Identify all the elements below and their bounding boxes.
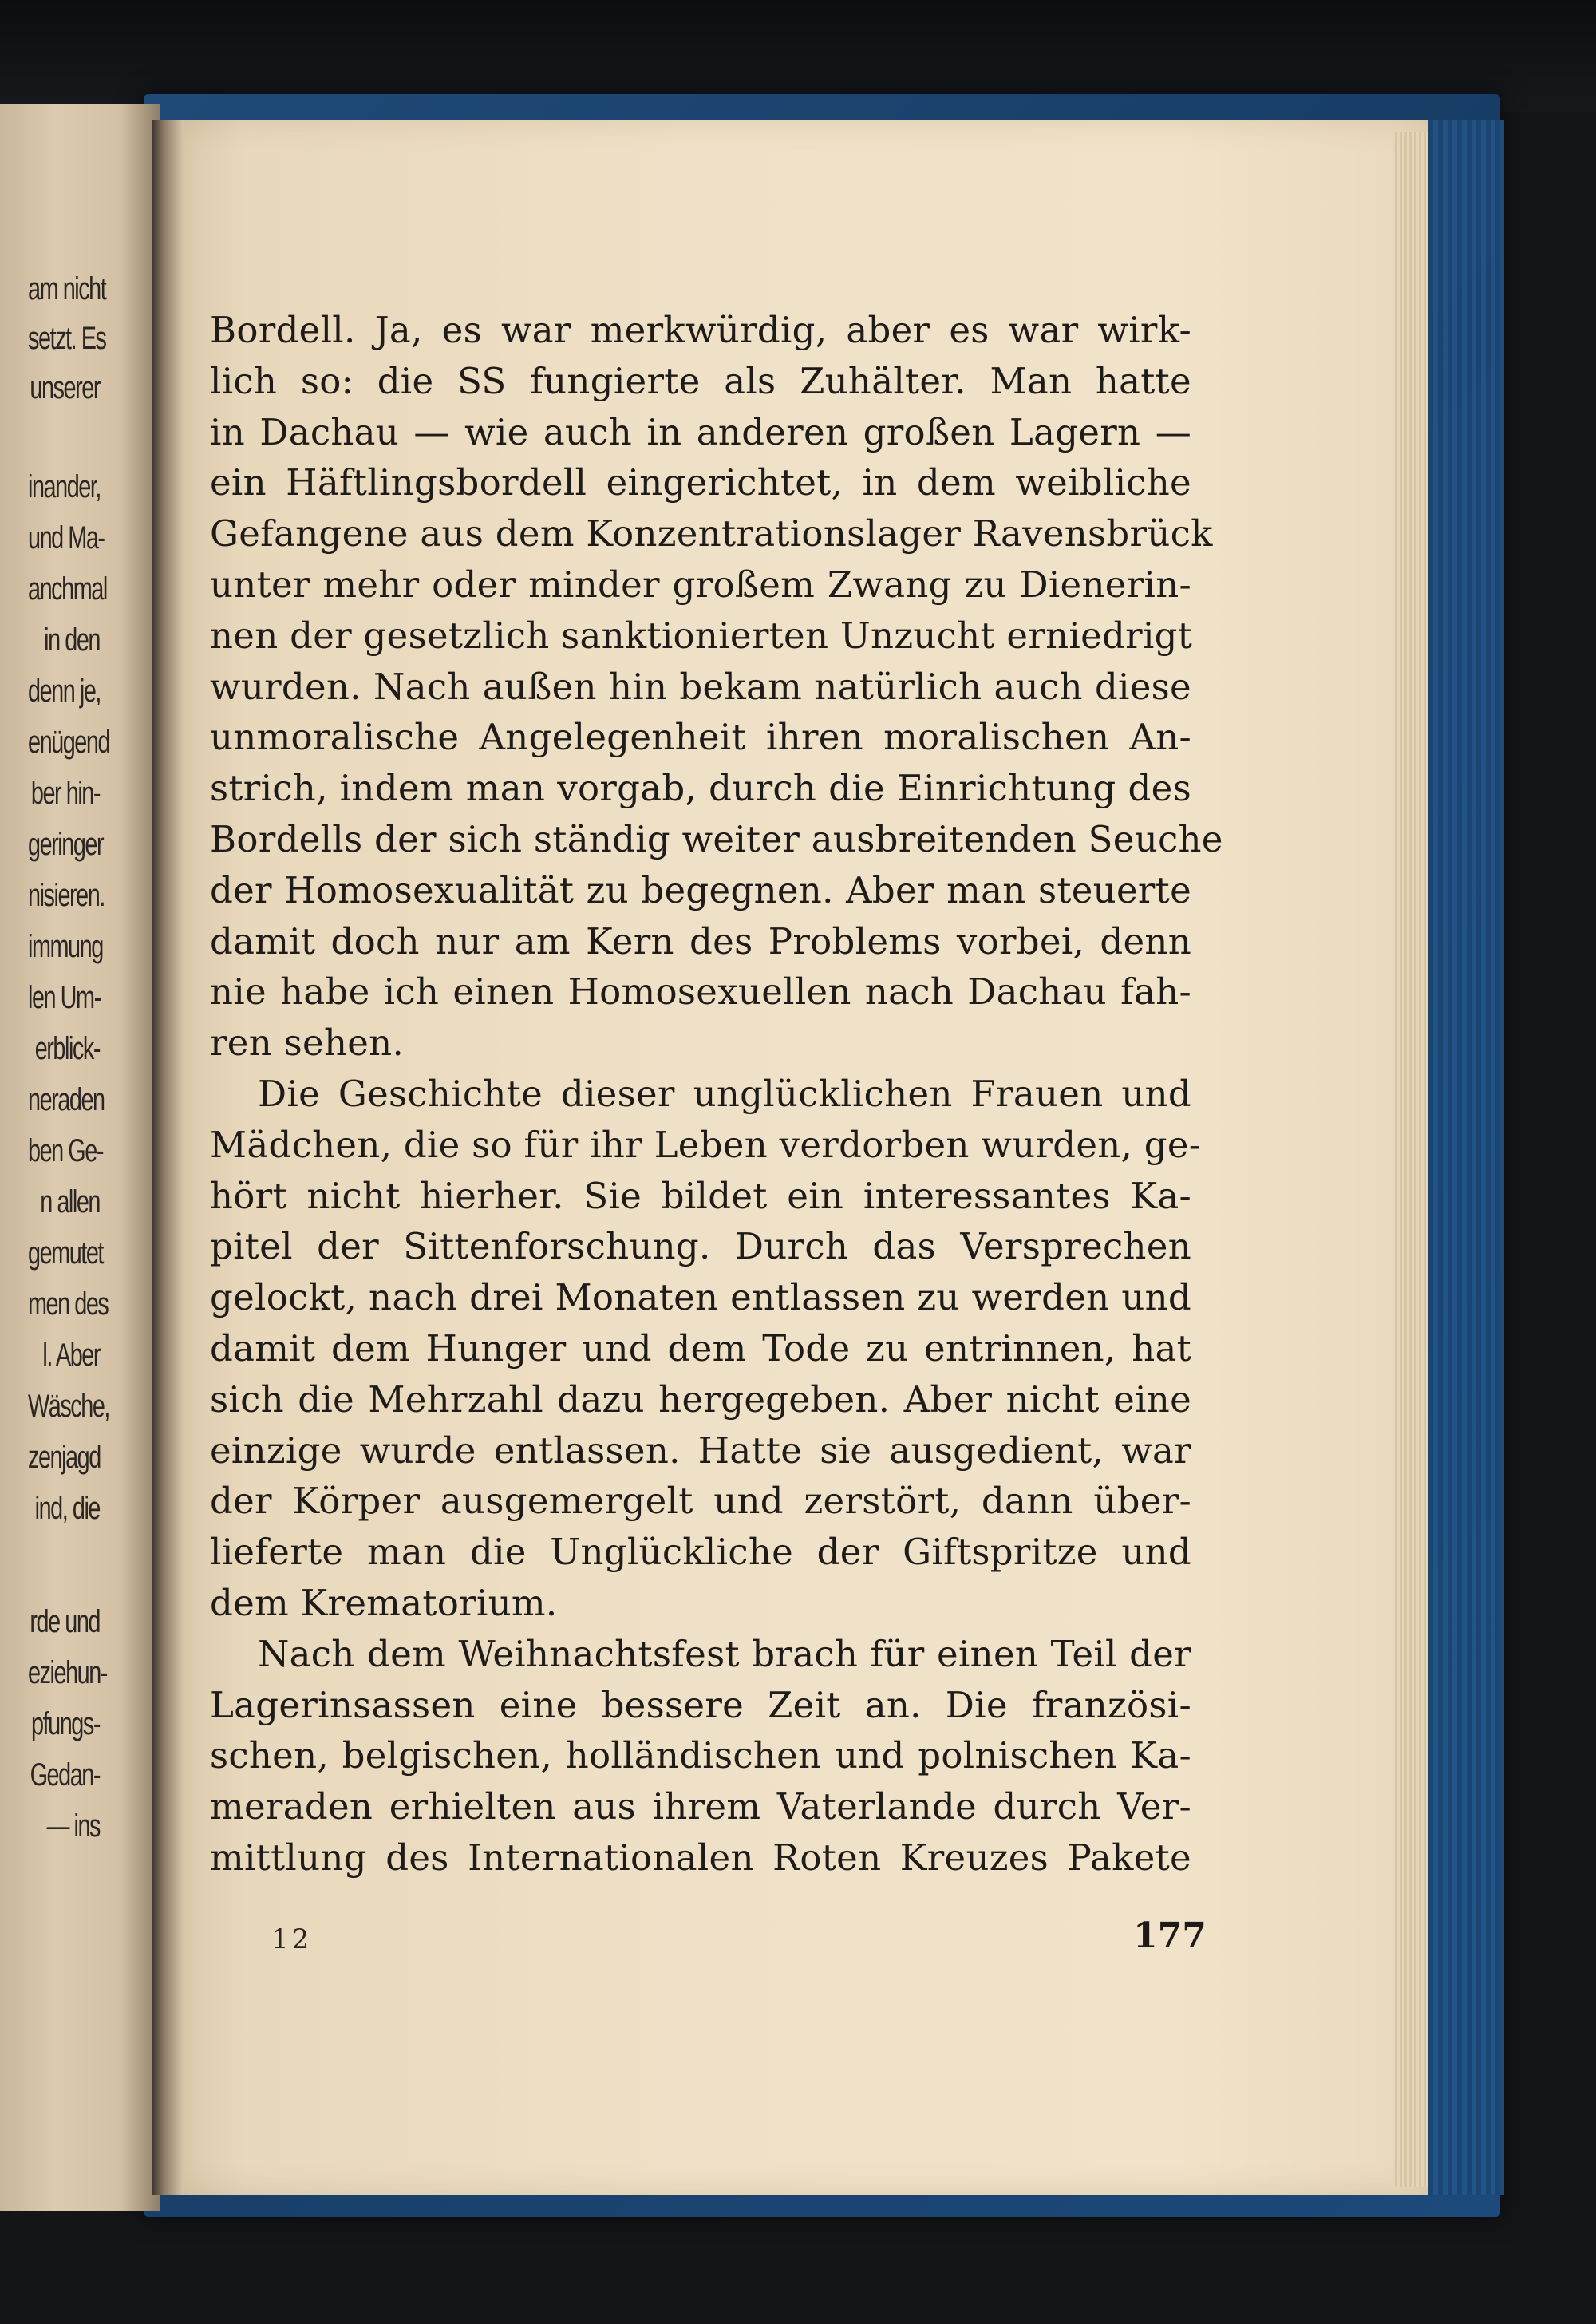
- left-page-line: eziehun-: [28, 1655, 107, 1690]
- text-line: schen, belgischen, holländischen und polnischen Ka-: [210, 1734, 1191, 1777]
- text-line: in Dachau — wie auch in anderen großen Lagern —: [210, 410, 1191, 453]
- text-line: der Körper ausgemergelt und zerstört, dann über-: [210, 1480, 1191, 1523]
- text-line: meraden erhielten aus ihrem Vaterlande durch Ver-: [210, 1785, 1191, 1828]
- left-page-line: geringer: [28, 827, 104, 862]
- book-gutter: [152, 120, 184, 2195]
- left-page-line: Gedan-: [30, 1757, 100, 1792]
- body-text: [210, 305, 1223, 1883]
- text-line: unter mehr oder minder großem Zwang zu Dienerin-: [210, 563, 1191, 606]
- text-line: ren sehen.: [210, 1022, 405, 1065]
- left-page-line: denn je,: [28, 674, 101, 709]
- left-page-line: Wäsche,: [28, 1389, 109, 1424]
- left-page-line: in den: [44, 622, 100, 658]
- text-line: Bordells der sich ständig weiter ausbreitenden Seuche: [210, 817, 1223, 860]
- text-line: nie habe ich einen Homosexuellen nach Dachau fah-: [210, 970, 1191, 1014]
- signature-mark: 12: [271, 1923, 313, 1955]
- text-line: Nach dem Weihnachtsfest brach für einen Teil der: [258, 1632, 1191, 1675]
- left-page-line: pfungs-: [31, 1706, 100, 1741]
- text-line: Lagerinsassen eine bessere Zeit an. Die französi-: [210, 1683, 1191, 1726]
- left-page-line: anchmal: [28, 571, 107, 607]
- text-line: pitel der Sittenforschung. Durch das Versprechen: [210, 1225, 1191, 1268]
- cover-edge: [1428, 120, 1504, 2195]
- text-line: gelockt, nach drei Monaten entlassen zu werden und: [210, 1276, 1191, 1319]
- left-page-line: nisieren.: [28, 878, 105, 913]
- left-page-line: ind, die: [34, 1491, 101, 1526]
- left-page-line: len Um-: [28, 980, 101, 1015]
- left-page-line: neraden: [28, 1082, 105, 1117]
- text-line: lich so: die SS fungierte als Zuhälter. Man hatte: [210, 359, 1191, 402]
- text-line: einzige wurde entlassen. Hatte sie ausgedient, war: [210, 1429, 1191, 1472]
- left-page-line: ber hin-: [30, 776, 101, 811]
- left-page-line: unserer: [30, 370, 100, 405]
- text-line: mittlung des Internationalen Roten Kreuzes Pakete: [210, 1836, 1191, 1879]
- text-line: damit doch nur am Kern des Problems vorbei, denn: [210, 919, 1191, 962]
- text-line: unmoralische Angelegenheit ihren moralischen An-: [210, 716, 1191, 759]
- left-page-line: am nicht: [28, 271, 106, 306]
- text-line: der Homosexualität zu begegnen. Aber man steuerte: [210, 868, 1191, 911]
- left-page-line: inander,: [28, 469, 101, 504]
- left-facing-page: [0, 104, 160, 2211]
- page-number: 177: [1133, 1915, 1207, 1956]
- text-line: dem Krematorium.: [210, 1581, 558, 1624]
- left-page-line: zenjagd: [28, 1440, 101, 1475]
- left-page-line: n allen: [40, 1184, 100, 1219]
- text-line: ein Häftlingsbordell eingerichtet, in dem weibliche: [210, 461, 1191, 504]
- left-page-line: men des: [28, 1286, 109, 1322]
- left-page-line: enügend: [28, 725, 110, 760]
- left-page-line: erblick-: [34, 1031, 100, 1066]
- text-line: sich die Mehrzahl dazu hergegeben. Aber nicht eine: [210, 1377, 1191, 1421]
- text-line: damit dem Hunger und dem Tode zu entrinnen, hat: [210, 1326, 1191, 1370]
- text-line: Gefangene aus dem Konzentrationslager Ravensbrück: [210, 512, 1213, 555]
- text-line: Bordell. Ja, es war merkwürdig, aber es war wirk-: [210, 309, 1191, 351]
- text-line: hört nicht hierher. Sie bildet ein interessantes Ka-: [210, 1174, 1191, 1217]
- text-line: nen der gesetzlich sanktionierten Unzucht erniedrigt: [210, 614, 1193, 657]
- page-edge: [1393, 132, 1428, 2187]
- left-page-line: immung: [28, 929, 103, 964]
- left-page-line: gemutet: [28, 1235, 103, 1271]
- text-line: lieferte man die Unglückliche der Giftspritze und: [210, 1531, 1191, 1574]
- left-page-line: und Ma-: [28, 520, 105, 555]
- left-page-line: l. Aber: [42, 1338, 100, 1373]
- left-page-line: setzt. Es: [28, 321, 106, 356]
- left-page-line: ben Ge-: [28, 1133, 103, 1168]
- text-line: Die Geschichte dieser unglücklichen Frauen und: [258, 1072, 1191, 1115]
- text-line: Mädchen, die so für ihr Leben verdorben wurden, ge-: [210, 1123, 1202, 1166]
- left-page-line: rde und: [30, 1604, 100, 1639]
- text-line: wurden. Nach außen hin bekam natürlich auch diese: [210, 665, 1191, 708]
- left-page-line: — ins: [46, 1808, 100, 1844]
- text-line: strich, indem man vorgab, durch die Einrichtung des: [210, 767, 1191, 810]
